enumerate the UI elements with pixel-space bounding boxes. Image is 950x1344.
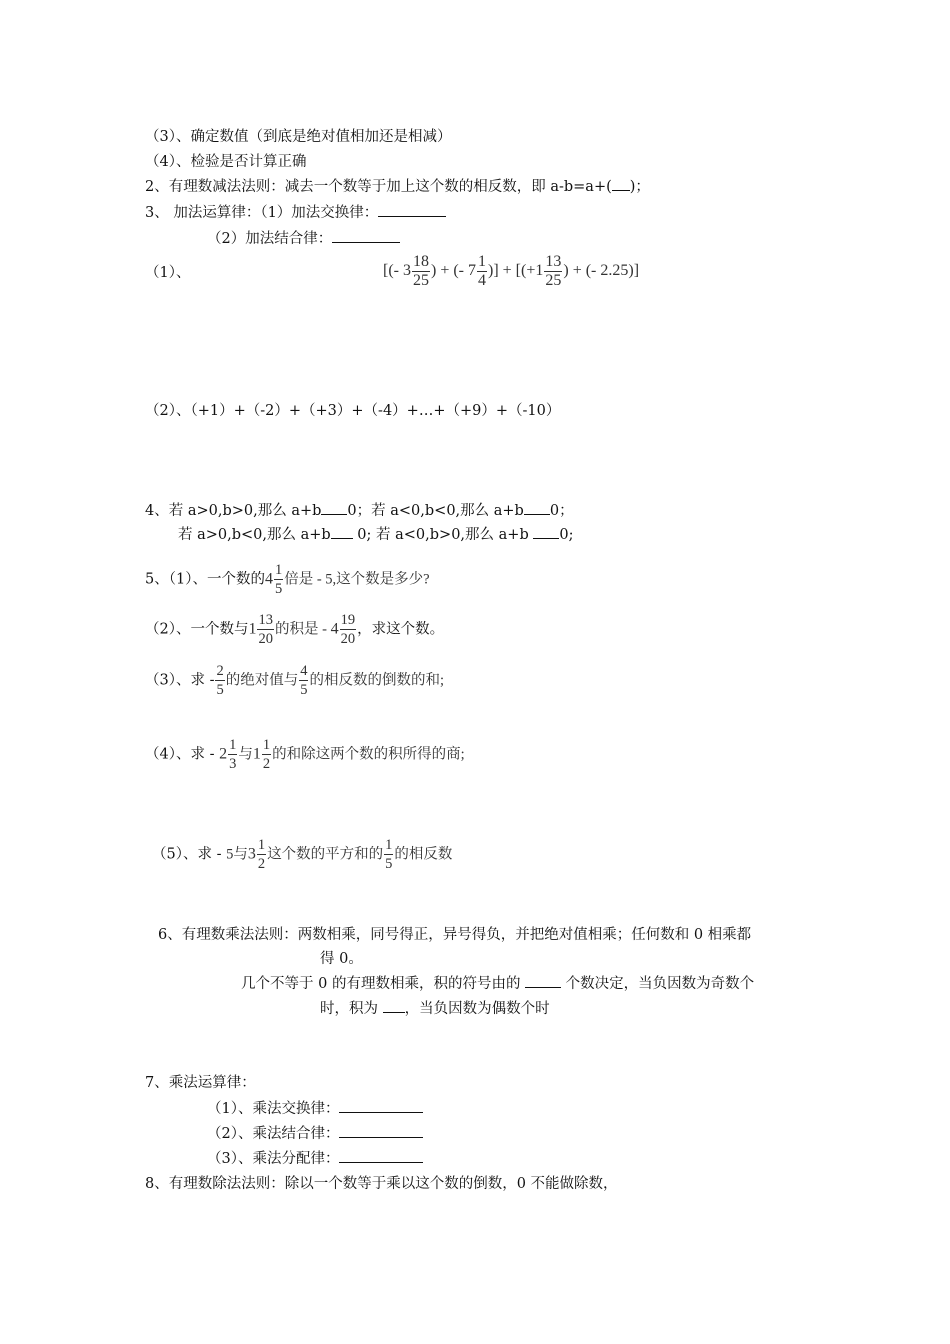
denominator: 5 [385,856,393,872]
denominator: 4 [478,272,486,289]
subtraction-rule-end: )； [629,179,650,195]
q5-text: （3）、求 - [145,672,215,689]
q5-text: 的绝对值与 [225,672,299,689]
q7-label: （3）、乘法分配律： [207,1151,340,1167]
fraction [257,611,274,648]
denominator: 5 [216,682,224,698]
q5-text: 5、（1）、一个数的 [145,571,265,588]
fraction [477,253,487,290]
subtraction-rule-text: 2、有理数减法法则：减去一个数等于加上这个数的相反数，即 a-b=a+( [145,179,612,195]
numerator: 1 [478,253,486,270]
whole-number: 4 [330,620,339,638]
blank [331,525,353,539]
q5-text: 的积是 - [274,621,331,638]
q5-part2 [145,611,444,648]
blank [378,203,446,217]
numerator: 18 [412,253,429,270]
blank [339,1099,423,1113]
q6-text: ，当负因数为偶数个时 [404,1001,550,1017]
fraction [215,662,224,699]
division-rule: 8、有理数除法法则：除以一个数等于乘以这个数的倒数，0 不能做除数， [145,1176,618,1192]
denominator: 5 [300,682,308,698]
q6-line4 [320,999,550,1019]
q6-line3 [241,974,754,994]
q6-line1: 6、有理数乘法法则：两数相乘，同号得正，异号得负，并把绝对值相乘；任何数和 0 相乘都 [158,927,752,943]
q5-text: 5与 [226,846,248,863]
denominator: 20 [340,631,356,647]
numerator: 1 [257,837,266,853]
fraction [299,662,308,699]
exercise-1-label: （1）、 [145,265,191,281]
q5-part5 [152,836,452,873]
numerator: 2 [216,663,224,679]
q5-part4 [145,736,465,773]
q5-text: （4）、求 - [145,746,220,763]
q6-line2: 得 0。 [320,951,363,967]
whole-number: 3 [247,845,256,863]
fraction [228,736,237,773]
q4-line2 [178,525,573,545]
subtraction-rule [145,177,650,197]
q5-text: （5）、求 - [152,846,227,863]
q5-part3 [145,662,444,699]
numerator: 1 [262,737,271,753]
blank [533,525,559,539]
q5-text: 与 [238,746,253,763]
fraction [262,736,271,773]
addition-associative-label: （2）加法结合律： [207,231,333,247]
fraction [257,836,266,873]
fraction [340,611,357,648]
q4-text: 若 a>0,b<0,那么 a+b [178,527,331,543]
numerator: 19 [340,612,356,628]
denominator: 2 [262,756,271,772]
numerator: 13 [545,253,562,270]
denominator: 20 [258,631,273,647]
numerator: 1 [385,837,393,853]
q5-text: 这个数的平方和的 [267,846,384,863]
denominator: 25 [545,272,562,289]
q7-item-3 [207,1149,423,1169]
q5-text: ，求这个数。 [357,621,445,638]
q5-text: 的和除这两个数的积所得的商; [272,746,465,763]
fraction [412,253,430,290]
q4-text: 0； [549,503,574,519]
fraction [384,836,393,873]
addition-commutative-label: 3、 加法运算律：（1）加法交换律： [145,205,379,221]
whole-number: 2 [219,745,228,763]
numerator: 1 [229,737,237,753]
q6-text: 个数决定，当负因数为奇数个 [561,976,755,992]
q5-text: 倍是 - 5,这个数是多少? [284,571,430,588]
q7-label: （1）、乘法交换律： [207,1101,340,1117]
whole-number: 1 [252,745,261,763]
fraction [544,253,562,290]
q7-title: 7、乘法运算律： [145,1075,256,1091]
q7-item-1 [207,1099,423,1119]
q4-line1 [145,501,574,521]
fraction [274,561,283,598]
blank [612,177,630,191]
q6-text: 时，积为 [320,1001,383,1017]
whole-number: 1 [248,620,257,638]
whole-number: 4 [264,570,273,588]
q4-text: 0; 若 a<0,b>0,那么 a+b [352,527,534,543]
step-4: （4）、检验是否计算正确 [145,154,307,170]
blank [321,501,347,515]
q4-text: 4、若 a>0,b>0,那么 a+b [145,503,322,519]
blank [339,1124,423,1138]
blank [383,999,405,1013]
denominator: 3 [229,756,237,772]
q6-text: 几个不等于 0 的有理数相乘，积的符号由的 [241,976,526,992]
denominator: 25 [412,272,429,289]
step-3: （3）、确定数值（到底是绝对值相加还是相减） [145,129,452,145]
blank [339,1149,423,1163]
q5-part1 [145,561,430,598]
denominator: 5 [274,581,283,597]
expr-part: ) + (- 7 [430,262,476,280]
blank [524,501,550,515]
blank [332,229,400,243]
denominator: 2 [257,856,266,872]
q4-text: 0；若 a<0,b<0,那么 a+b [347,503,524,519]
expr-part: )] + [(+1 [488,262,544,280]
expr-part: ) + (- 2.25)] [563,262,640,280]
q7-label: （2）、乘法结合律： [207,1126,340,1142]
numerator: 1 [274,562,283,578]
numerator: 13 [258,612,273,628]
blank [525,974,561,988]
numerator: 4 [300,663,308,679]
q4-text: 0; [559,527,574,543]
exercise-1-expression [383,253,639,290]
q5-text: 的相反数 [394,846,453,863]
q7-item-2 [207,1124,423,1144]
q5-text: （2）、一个数与 [145,621,249,638]
expr-part: [(- 3 [383,262,411,280]
q5-text: 的相反数的倒数的和; [309,672,445,689]
addition-laws-line1 [145,203,446,223]
addition-laws-line2 [207,229,400,249]
exercise-2: （2）、（+1）+（-2）+（+3）+（-4）+…+（+9）+（-10） [145,403,561,419]
